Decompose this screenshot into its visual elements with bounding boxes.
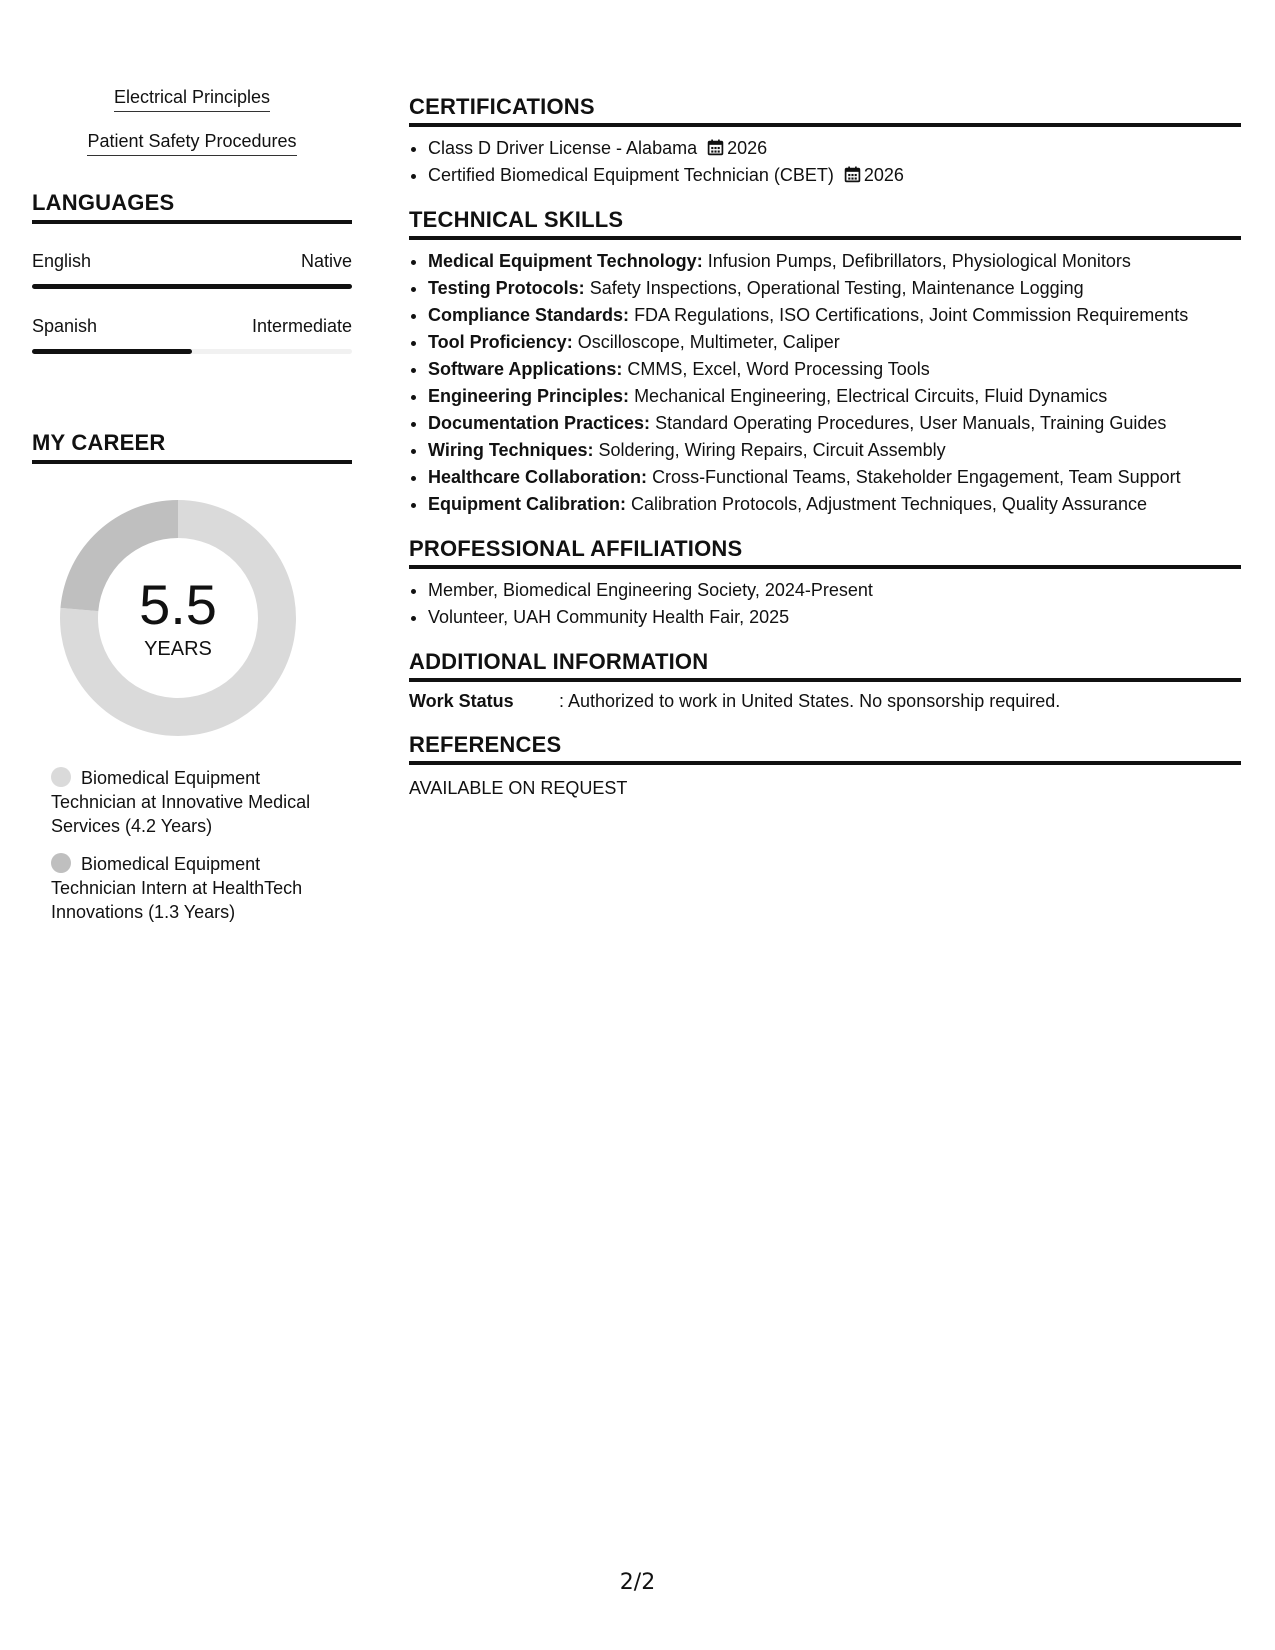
career-title: MY CAREER [32, 430, 352, 464]
career-total-value: 5.5 [139, 573, 217, 636]
technical-skill-item [428, 464, 1241, 491]
language-name: Spanish [32, 316, 98, 336]
certifications-list [409, 135, 1241, 189]
certification-name: Certified Biomedical Equipment Technician (CBET) [428, 165, 834, 185]
skill-category: Engineering Principles: [428, 386, 630, 406]
page-number: 2/2 [619, 1570, 656, 1595]
skill-values: FDA Regulations, ISO Certifications, Joint Commission Requirements [634, 305, 1189, 325]
career-donut-chart [58, 498, 298, 738]
technical-skill-item [428, 437, 1241, 464]
references-section [409, 732, 1241, 801]
skill-tags [32, 86, 352, 156]
certifications-title: CERTIFICATIONS [409, 94, 1241, 127]
career-total-unit: YEARS [144, 638, 212, 660]
language-proficiency-bar [32, 284, 352, 289]
affiliations-title: PROFESSIONAL AFFILIATIONS [409, 536, 1241, 569]
additional-info-title: ADDITIONAL INFORMATION [409, 649, 1241, 682]
affiliation-item: • Volunteer, UAH Community Health Fair, 2025 [428, 604, 1241, 631]
career-legend-item [51, 766, 331, 838]
career-entry-label: Biomedical Equipment Technician Intern at HealthTech Innovations (1.3 Years) [51, 854, 303, 922]
skill-values: Soldering, Wiring Repairs, Circuit Assembly [598, 440, 946, 460]
technical-skill-item [428, 356, 1241, 383]
affiliation-item: • Member, Biomedical Engineering Society, 2024-Present [428, 577, 1241, 604]
skill-category: Testing Protocols: [428, 278, 585, 298]
technical-skills-list [409, 248, 1241, 518]
certifications-section [409, 94, 1241, 189]
skill-values: Mechanical Engineering, Electrical Circuits, Fluid Dynamics [634, 386, 1108, 406]
technical-skill-item [428, 410, 1241, 437]
legend-dot-icon [51, 853, 71, 873]
skill-tag: Patient Safety Procedures [87, 130, 296, 156]
skill-category: Healthcare Collaboration: [428, 467, 648, 487]
technical-skills-section [409, 207, 1241, 518]
left-sidebar [32, 86, 352, 938]
technical-skill-item [428, 275, 1241, 302]
technical-skill-item [428, 248, 1241, 275]
languages-section [32, 190, 352, 354]
technical-skill-item [428, 383, 1241, 410]
skill-values: Cross-Functional Teams, Stakeholder Engagement, Team Support [652, 467, 1181, 487]
calendar-icon [707, 139, 724, 156]
languages-title: LANGUAGES [32, 190, 352, 224]
additional-info-section [409, 649, 1241, 714]
skill-category: Tool Proficiency: [428, 332, 573, 352]
work-status-label: Work Status [409, 691, 514, 711]
work-status-value: : Authorized to work in United States. No sponsorship required. [559, 691, 1061, 711]
affiliations-section [409, 536, 1241, 631]
work-status-row [409, 688, 1241, 714]
certification-item [428, 162, 1241, 189]
affiliations-list [409, 577, 1241, 631]
certification-year: 2026 [727, 138, 768, 158]
skill-values: Standard Operating Procedures, User Manuals, Training Guides [655, 413, 1167, 433]
career-section [32, 430, 352, 924]
language-item [32, 250, 352, 289]
technical-skill-item [428, 329, 1241, 356]
language-name: English [32, 251, 92, 271]
skill-values: CMMS, Excel, Word Processing Tools [627, 359, 930, 379]
language-item [32, 315, 352, 354]
skill-tag: Electrical Principles [114, 86, 270, 112]
references-text: AVAILABLE ON REQUEST [409, 778, 628, 798]
certification-name: Class D Driver License - Alabama [428, 138, 698, 158]
language-proficiency-fill [32, 349, 192, 354]
technical-skill-item [428, 302, 1241, 329]
certification-year: 2026 [863, 165, 904, 185]
skill-values: Calibration Protocols, Adjustment Techniques, Quality Assurance [631, 494, 1147, 514]
main-content [409, 94, 1241, 819]
language-level: Intermediate [251, 316, 352, 336]
legend-dot-icon [51, 767, 71, 787]
skill-category: Software Applications: [428, 359, 623, 379]
skill-values: Infusion Pumps, Defibrillators, Physiological Monitors [707, 251, 1131, 271]
certification-item [428, 135, 1241, 162]
language-level: Native [300, 251, 352, 271]
career-legend-item [51, 852, 331, 924]
skill-values: Safety Inspections, Operational Testing, Maintenance Logging [589, 278, 1084, 298]
skill-category: Compliance Standards: [428, 305, 630, 325]
skill-category: Documentation Practices: [428, 413, 651, 433]
language-proficiency-bar [32, 349, 352, 354]
technical-skills-title: TECHNICAL SKILLS [409, 207, 1241, 240]
skill-category: Wiring Techniques: [428, 440, 594, 460]
language-proficiency-fill [32, 284, 352, 289]
career-entry-label: Biomedical Equipment Technician at Innovative Medical Services (4.2 Years) [51, 768, 311, 836]
career-legend [32, 766, 331, 924]
skill-values: Oscilloscope, Multimeter, Caliper [577, 332, 840, 352]
technical-skill-item [428, 491, 1241, 518]
calendar-icon [844, 166, 861, 183]
donut-center [58, 498, 298, 738]
skill-category: Medical Equipment Technology: [428, 251, 703, 271]
references-title: REFERENCES [409, 732, 1241, 765]
skill-category: Equipment Calibration: [428, 494, 626, 514]
